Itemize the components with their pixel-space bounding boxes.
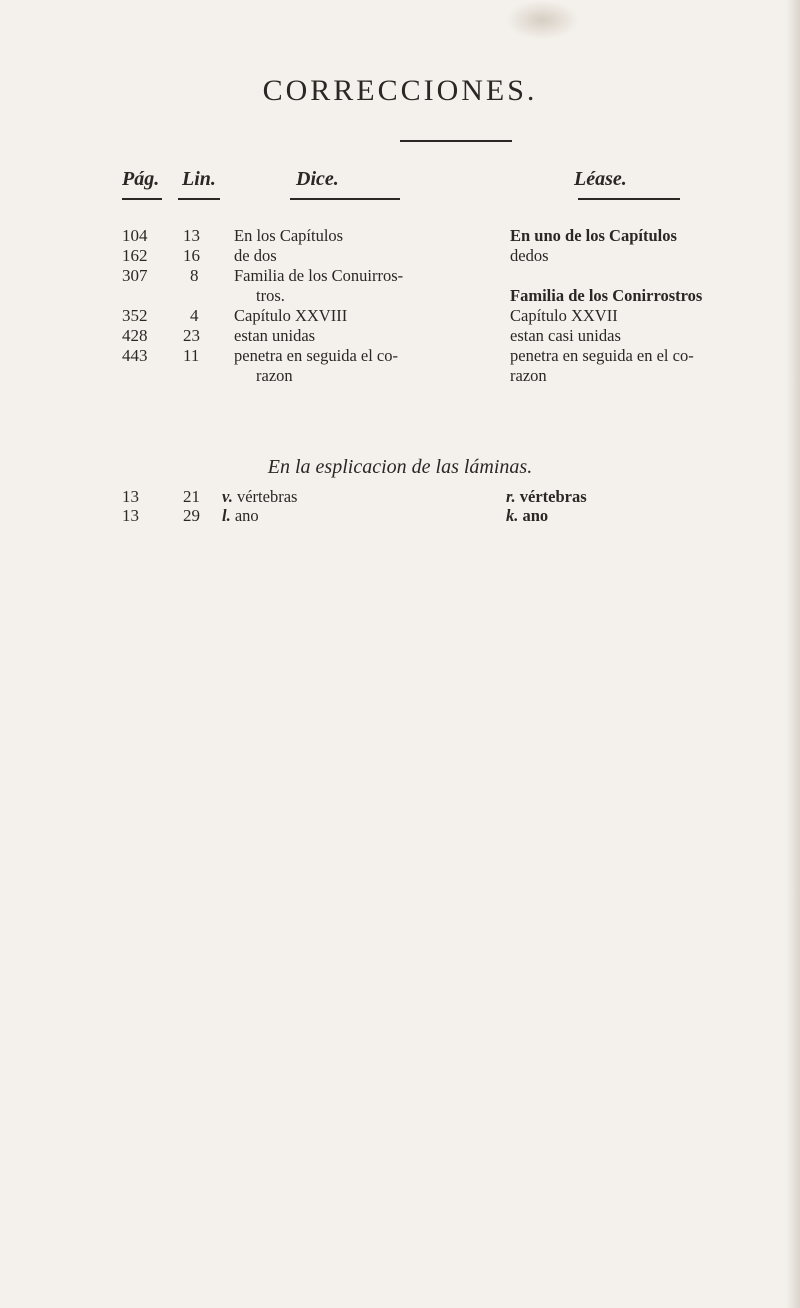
row-lin: 11 xyxy=(183,346,200,365)
plate-row-dice xyxy=(222,487,297,506)
header-lin: Lin. xyxy=(182,168,216,190)
row-dice: de dos xyxy=(234,246,277,265)
plate-row-dice-text: vértebras xyxy=(236,487,298,506)
plate-row-pag: 13 xyxy=(122,487,139,506)
plate-row-lease-letter: r. xyxy=(506,487,516,506)
header-rule-lin xyxy=(178,198,220,200)
plates-subheading: En la esplicacion de las láminas. xyxy=(267,456,533,478)
header-lease: Léase. xyxy=(574,168,627,190)
row-lin: 16 xyxy=(183,246,200,265)
plate-row-dice xyxy=(222,506,259,525)
header-dice: Dice. xyxy=(296,168,339,190)
plate-row-lease xyxy=(506,506,548,525)
page-edge-shadow xyxy=(786,0,800,1308)
row-lin: 23 xyxy=(183,326,200,345)
row-lease: dedos xyxy=(510,246,549,265)
header-rule-lease xyxy=(578,198,680,200)
row-lease: Familia de los Conirrostros xyxy=(510,286,703,305)
row-lease: Capítulo XXVII xyxy=(510,306,618,325)
title-underline xyxy=(400,140,512,142)
row-pag: 104 xyxy=(122,226,148,245)
plate-row-lin: 29 xyxy=(183,506,200,525)
header-rule-dice xyxy=(290,198,400,200)
row-pag: 428 xyxy=(122,326,148,345)
row-pag: 352 xyxy=(122,306,148,325)
row-dice: estan unidas xyxy=(234,326,316,345)
row-lin: 8 xyxy=(190,266,199,285)
row-lease-continuation: razon xyxy=(510,366,547,385)
page-title: CORRECCIONES. xyxy=(262,74,538,107)
plate-row-lease-text: vértebras xyxy=(519,487,587,506)
plate-row-lease xyxy=(506,487,587,506)
row-pag: 162 xyxy=(122,246,148,265)
plate-row-lin: 21 xyxy=(183,487,200,506)
plate-row-dice-letter: l. xyxy=(222,506,231,525)
row-dice: Familia de los Conuirros- xyxy=(234,266,404,285)
row-lin: 4 xyxy=(190,306,199,325)
row-lease: En uno de los Capítulos xyxy=(510,226,677,245)
row-dice-continuation: tros. xyxy=(256,286,285,305)
header-pag: Pág. xyxy=(122,168,160,190)
plate-row-dice-text: ano xyxy=(234,506,259,525)
row-dice: En los Capítulos xyxy=(234,226,344,245)
row-pag: 443 xyxy=(122,346,148,365)
row-dice: penetra en seguida el co- xyxy=(234,346,399,365)
row-lease: penetra en seguida en el co- xyxy=(510,346,694,365)
plate-row-dice-letter: v. xyxy=(222,487,233,506)
paper-stain xyxy=(505,0,580,40)
plate-row-pag: 13 xyxy=(122,506,139,525)
plate-row-lease-letter: k. xyxy=(506,506,519,525)
row-dice: Capítulo XXVIII xyxy=(234,306,348,325)
plate-row-lease-text: ano xyxy=(522,506,549,525)
row-lin: 13 xyxy=(183,226,200,245)
row-pag: 307 xyxy=(122,266,148,285)
row-dice-continuation: razon xyxy=(256,366,293,385)
row-lease: estan casi unidas xyxy=(510,326,621,345)
header-rule-pag xyxy=(122,198,162,200)
